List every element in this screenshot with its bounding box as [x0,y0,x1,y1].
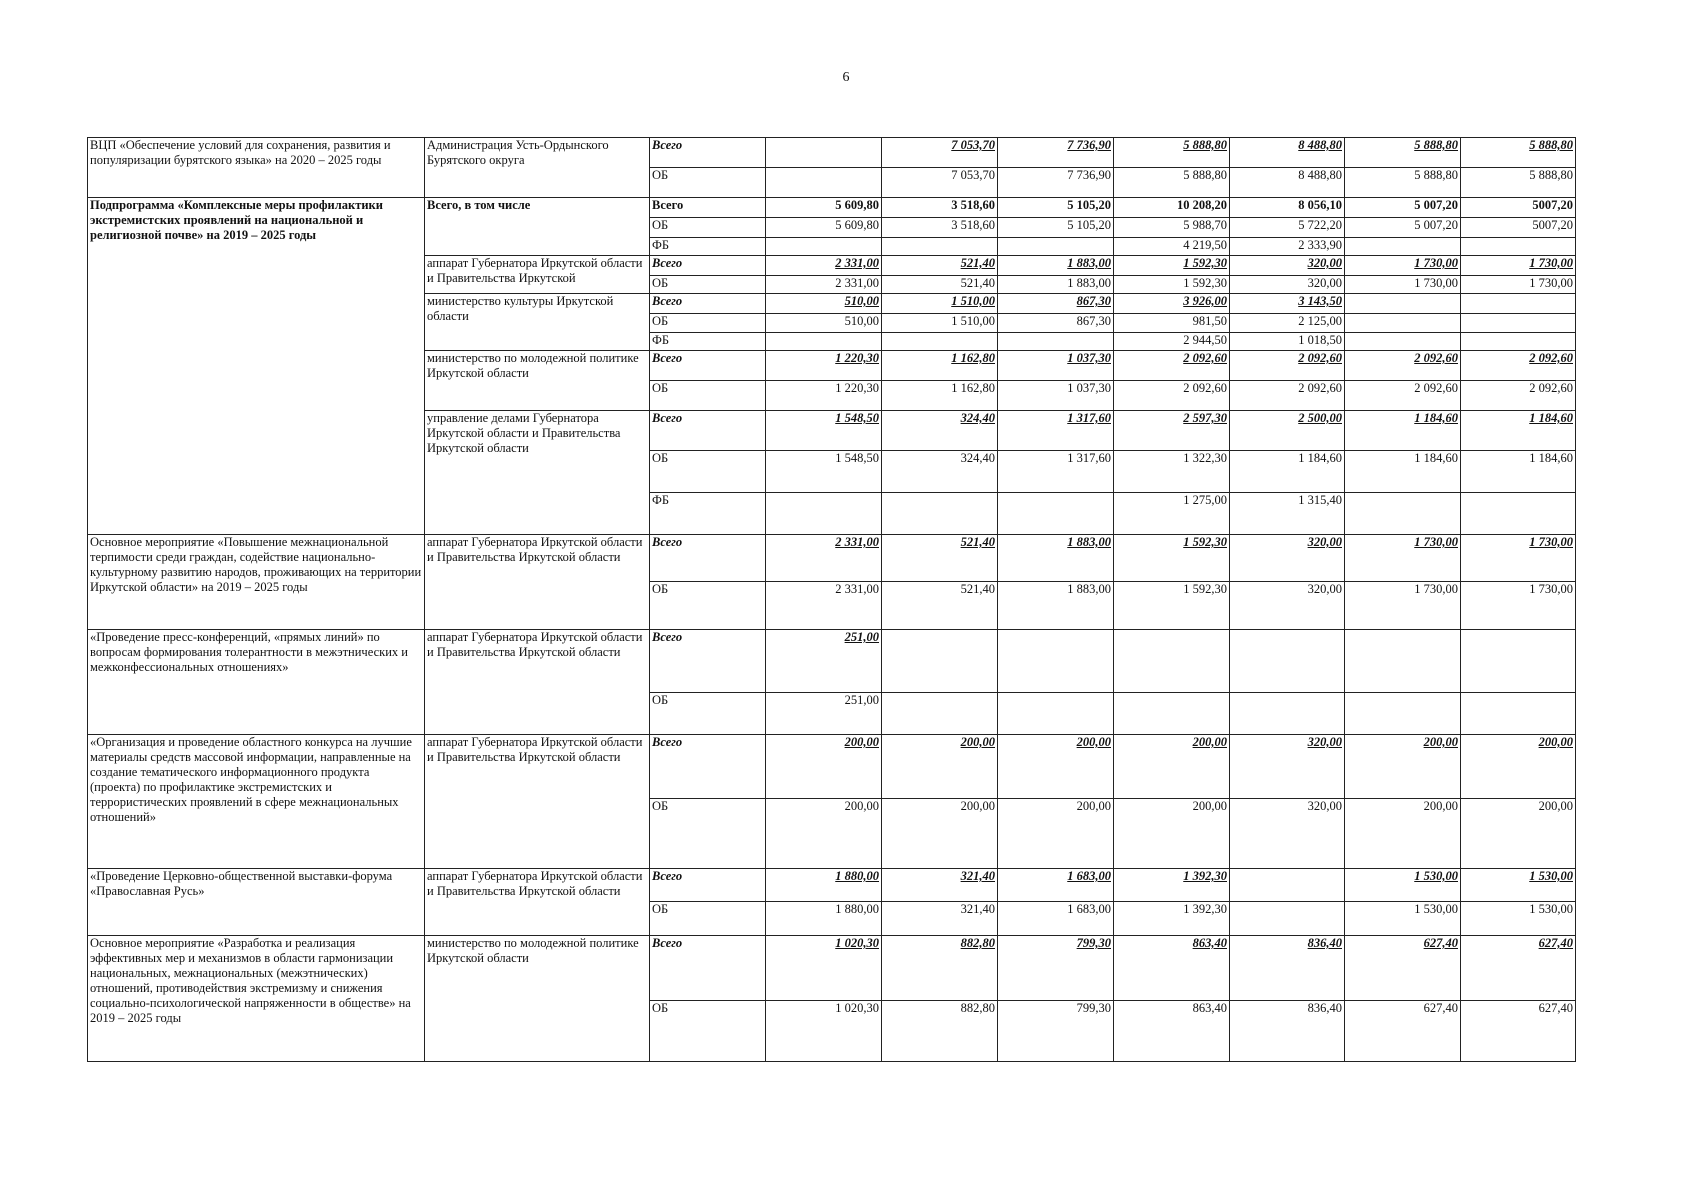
amount-cell: 7 736,90 [998,168,1114,198]
amount-cell [1345,238,1461,256]
funding-source: Всего [650,294,766,314]
funding-source: Всего [650,138,766,168]
amount-cell: 981,50 [1114,314,1230,333]
measure-name: Основное мероприятие «Повышение межнациональной терпимости среди граждан, содействие национально-культурному развитию народов, проживающих на территории Иркутской области» на 2019 – 2025 годы [88,535,425,630]
executor-cell: аппарат Губернатора Иркутской области и Правительства Иркутской области [425,735,650,869]
funding-source: Всего [650,630,766,693]
amount-cell: 627,40 [1461,1001,1576,1062]
amount-cell: 3 518,60 [882,218,998,238]
amount-cell [1230,693,1345,735]
amount-cell: 200,00 [882,799,998,869]
amount-cell: 627,40 [1461,936,1576,1001]
amount-cell: 5 888,80 [1461,138,1576,168]
amount-cell: 5 888,80 [1114,138,1230,168]
amount-cell [766,493,882,535]
measure-name: «Проведение Церковно-общественной выставки-форума «Православная Русь» [88,869,425,936]
amount-cell: 200,00 [998,799,1114,869]
amount-cell: 5 609,80 [766,218,882,238]
amount-cell: 1 730,00 [1345,582,1461,630]
amount-cell [1345,493,1461,535]
amount-cell: 1 020,30 [766,936,882,1001]
amount-cell: 1 730,00 [1461,276,1576,294]
funding-source: Всего [650,256,766,276]
amount-cell: 2 092,60 [1230,381,1345,411]
table-body [88,138,1576,1062]
amount-cell: 1 020,30 [766,1001,882,1062]
amount-cell [1461,294,1576,314]
amount-cell: 2 092,60 [1461,381,1576,411]
amount-cell: 867,30 [998,314,1114,333]
budget-table [87,137,1576,1062]
amount-cell: 7 053,70 [882,138,998,168]
amount-cell: 5 105,20 [998,218,1114,238]
amount-cell [1345,294,1461,314]
amount-cell: 2 333,90 [1230,238,1345,256]
amount-cell: 1 184,60 [1345,451,1461,493]
funding-source: ОБ [650,1001,766,1062]
table-row [88,735,1576,799]
executor-cell: министерство по молодежной политике Иркутской области [425,936,650,1062]
funding-source: Всего [650,198,766,218]
amount-cell [998,333,1114,351]
amount-cell: 627,40 [1345,936,1461,1001]
measure-name: ВЦП «Обеспечение условий для сохранения, развития и популяризации бурятского языка» на 2020 – 2025 годы [88,138,425,198]
amount-cell [1345,693,1461,735]
funding-source: Всего [650,869,766,902]
amount-cell: 3 518,60 [882,198,998,218]
funding-source: ФБ [650,493,766,535]
amount-cell: 1 592,30 [1114,276,1230,294]
amount-cell: 5 988,70 [1114,218,1230,238]
amount-cell: 1 510,00 [882,314,998,333]
amount-cell: 1 730,00 [1345,276,1461,294]
amount-cell: 5007,20 [1461,198,1576,218]
amount-cell: 324,40 [882,411,998,451]
amount-cell: 1 037,30 [998,351,1114,381]
amount-cell: 2 331,00 [766,276,882,294]
amount-cell [1461,238,1576,256]
executor-cell: министерство по молодежной политике Иркутской области [425,351,650,411]
amount-cell [998,238,1114,256]
amount-cell: 1 530,00 [1461,869,1576,902]
funding-source: ОБ [650,168,766,198]
amount-cell: 1 510,00 [882,294,998,314]
amount-cell: 521,40 [882,582,998,630]
amount-cell: 320,00 [1230,276,1345,294]
amount-cell: 1 184,60 [1230,451,1345,493]
amount-cell: 1 184,60 [1461,411,1576,451]
amount-cell: 2 331,00 [766,535,882,582]
amount-cell: 320,00 [1230,256,1345,276]
amount-cell: 863,40 [1114,1001,1230,1062]
amount-cell: 200,00 [882,735,998,799]
funding-source: Всего [650,351,766,381]
amount-cell: 1 730,00 [1345,256,1461,276]
amount-cell: 8 488,80 [1230,168,1345,198]
amount-cell: 10 208,20 [1114,198,1230,218]
measure-name: «Организация и проведение областного конкурса на лучшие материалы средств массовой информации, направленные на создание тематического информационного продукта (проекта) по профилактике экстремистских и террористических проявлений в сфере межнациональных отношений» [88,735,425,869]
funding-source: ОБ [650,381,766,411]
amount-cell [766,168,882,198]
amount-cell: 2 092,60 [1114,381,1230,411]
amount-cell: 627,40 [1345,1001,1461,1062]
amount-cell: 1 184,60 [1345,411,1461,451]
amount-cell: 1 162,80 [882,351,998,381]
amount-cell [882,333,998,351]
amount-cell: 2 092,60 [1461,351,1576,381]
amount-cell: 320,00 [1230,535,1345,582]
amount-cell: 1 683,00 [998,869,1114,902]
amount-cell: 200,00 [1461,799,1576,869]
amount-cell: 2 944,50 [1114,333,1230,351]
executor-cell: Всего, в том числе [425,198,650,256]
amount-cell [1230,902,1345,936]
amount-cell: 882,80 [882,936,998,1001]
amount-cell: 521,40 [882,535,998,582]
table-row [88,535,1576,582]
amount-cell: 3 143,50 [1230,294,1345,314]
amount-cell: 7 736,90 [998,138,1114,168]
amount-cell: 5 105,20 [998,198,1114,218]
amount-cell [1461,693,1576,735]
executor-cell: управление делами Губернатора Иркутской области и Правительства Иркутской области [425,411,650,535]
amount-cell: 5 888,80 [1345,138,1461,168]
amount-cell: 1 322,30 [1114,451,1230,493]
amount-cell: 200,00 [1461,735,1576,799]
amount-cell [1345,333,1461,351]
funding-source: ОБ [650,314,766,333]
amount-cell: 324,40 [882,451,998,493]
amount-cell: 1 730,00 [1461,582,1576,630]
amount-cell: 1 392,30 [1114,902,1230,936]
amount-cell: 1 592,30 [1114,535,1230,582]
amount-cell: 2 092,60 [1230,351,1345,381]
amount-cell: 1 548,50 [766,411,882,451]
amount-cell: 1 184,60 [1461,451,1576,493]
amount-cell: 1 880,00 [766,869,882,902]
amount-cell [882,238,998,256]
measure-name: «Проведение пресс-конференций, «прямых линий» по вопросам формирования толерантности в межэтнических и межконфессиональных отношениях» [88,630,425,735]
amount-cell: 1 275,00 [1114,493,1230,535]
amount-cell: 200,00 [1114,799,1230,869]
table-row [88,630,1576,693]
amount-cell: 1 392,30 [1114,869,1230,902]
amount-cell: 1 683,00 [998,902,1114,936]
table-row [88,198,1576,218]
funding-source: ФБ [650,238,766,256]
amount-cell: 200,00 [998,735,1114,799]
amount-cell: 1 730,00 [1345,535,1461,582]
amount-cell: 1 162,80 [882,381,998,411]
amount-cell: 1 530,00 [1461,902,1576,936]
executor-cell: аппарат Губернатора Иркутской области и Правительства Иркутской [425,256,650,294]
amount-cell: 1 548,50 [766,451,882,493]
measure-name: Основное мероприятие «Разработка и реализация эффективных мер и механизмов в области гармонизации национальных, межнациональных (межэтнических) отношений, противодействия экстремизму и снижения социально-психологической напряженности в обществе» на 2019 – 2025 годы [88,936,425,1062]
amount-cell: 8 056,10 [1230,198,1345,218]
amount-cell: 1 317,60 [998,411,1114,451]
amount-cell: 1 730,00 [1461,256,1576,276]
table-row [88,869,1576,902]
executor-cell: аппарат Губернатора Иркутской области и Правительства Иркутской области [425,869,650,936]
executor-cell: аппарат Губернатора Иркутской области и Правительства Иркутской области [425,630,650,735]
amount-cell [1461,314,1576,333]
amount-cell: 1 530,00 [1345,869,1461,902]
amount-cell: 321,40 [882,869,998,902]
amount-cell: 5 609,80 [766,198,882,218]
amount-cell: 1 530,00 [1345,902,1461,936]
amount-cell: 2 125,00 [1230,314,1345,333]
amount-cell: 1 883,00 [998,535,1114,582]
executor-cell: министерство культуры Иркутской области [425,294,650,351]
executor-cell: Администрация Усть-Ордынского Бурятского округа [425,138,650,198]
table-row [88,936,1576,1001]
amount-cell: 799,30 [998,1001,1114,1062]
amount-cell: 510,00 [766,314,882,333]
funding-source: ОБ [650,218,766,238]
amount-cell [1114,630,1230,693]
amount-cell: 1 883,00 [998,256,1114,276]
amount-cell: 7 053,70 [882,168,998,198]
amount-cell: 5 888,80 [1114,168,1230,198]
amount-cell: 867,30 [998,294,1114,314]
amount-cell: 1 315,40 [1230,493,1345,535]
amount-cell: 1 592,30 [1114,582,1230,630]
funding-source: ОБ [650,276,766,294]
amount-cell [998,493,1114,535]
amount-cell: 521,40 [882,256,998,276]
amount-cell: 1 037,30 [998,381,1114,411]
amount-cell: 882,80 [882,1001,998,1062]
amount-cell: 200,00 [1114,735,1230,799]
amount-cell: 5 722,20 [1230,218,1345,238]
amount-cell: 1 317,60 [998,451,1114,493]
amount-cell: 1 730,00 [1461,535,1576,582]
funding-source: ОБ [650,902,766,936]
amount-cell [1114,693,1230,735]
amount-cell [1345,314,1461,333]
amount-cell: 200,00 [766,799,882,869]
amount-cell: 2 500,00 [1230,411,1345,451]
funding-source: Всего [650,735,766,799]
amount-cell [1461,630,1576,693]
amount-cell: 8 488,80 [1230,138,1345,168]
amount-cell: 1 883,00 [998,276,1114,294]
measure-name: Подпрограмма «Комплексные меры профилактики экстремистских проявлений на национальной и религиозной почве» на 2019 – 2025 годы [88,198,425,535]
funding-source: Всего [650,936,766,1001]
executor-cell: аппарат Губернатора Иркутской области и Правительства Иркутской области [425,535,650,630]
amount-cell: 320,00 [1230,799,1345,869]
amount-cell: 5 888,80 [1461,168,1576,198]
amount-cell: 5 888,80 [1345,168,1461,198]
funding-source: ОБ [650,799,766,869]
amount-cell: 5 007,20 [1345,198,1461,218]
amount-cell: 1 018,50 [1230,333,1345,351]
amount-cell: 320,00 [1230,735,1345,799]
amount-cell: 799,30 [998,936,1114,1001]
amount-cell [1230,869,1345,902]
amount-cell: 251,00 [766,630,882,693]
amount-cell: 521,40 [882,276,998,294]
amount-cell [882,693,998,735]
amount-cell: 510,00 [766,294,882,314]
amount-cell: 836,40 [1230,936,1345,1001]
amount-cell: 251,00 [766,693,882,735]
amount-cell: 863,40 [1114,936,1230,1001]
table-row [88,138,1576,168]
amount-cell: 2 597,30 [1114,411,1230,451]
amount-cell: 836,40 [1230,1001,1345,1062]
amount-cell: 2 331,00 [766,582,882,630]
amount-cell: 1 220,30 [766,381,882,411]
amount-cell: 1 592,30 [1114,256,1230,276]
amount-cell [882,493,998,535]
amount-cell: 2 092,60 [1345,381,1461,411]
page-number: 6 [842,70,850,85]
funding-source: Всего [650,411,766,451]
amount-cell: 4 219,50 [1114,238,1230,256]
amount-cell: 3 926,00 [1114,294,1230,314]
amount-cell [882,630,998,693]
amount-cell [1461,493,1576,535]
amount-cell: 200,00 [1345,735,1461,799]
amount-cell: 200,00 [1345,799,1461,869]
amount-cell [1230,630,1345,693]
amount-cell: 5 007,20 [1345,218,1461,238]
amount-cell: 1 220,30 [766,351,882,381]
amount-cell [998,630,1114,693]
amount-cell: 200,00 [766,735,882,799]
funding-source: ОБ [650,451,766,493]
amount-cell [766,333,882,351]
funding-source: ФБ [650,333,766,351]
amount-cell: 1 880,00 [766,902,882,936]
amount-cell: 1 883,00 [998,582,1114,630]
amount-cell [1345,630,1461,693]
amount-cell [1461,333,1576,351]
funding-source: ОБ [650,582,766,630]
amount-cell: 320,00 [1230,582,1345,630]
amount-cell: 2 092,60 [1345,351,1461,381]
funding-source: Всего [650,535,766,582]
amount-cell: 5007,20 [1461,218,1576,238]
amount-cell: 2 331,00 [766,256,882,276]
amount-cell [766,138,882,168]
amount-cell: 2 092,60 [1114,351,1230,381]
amount-cell: 321,40 [882,902,998,936]
amount-cell [998,693,1114,735]
funding-source: ОБ [650,693,766,735]
amount-cell [766,238,882,256]
